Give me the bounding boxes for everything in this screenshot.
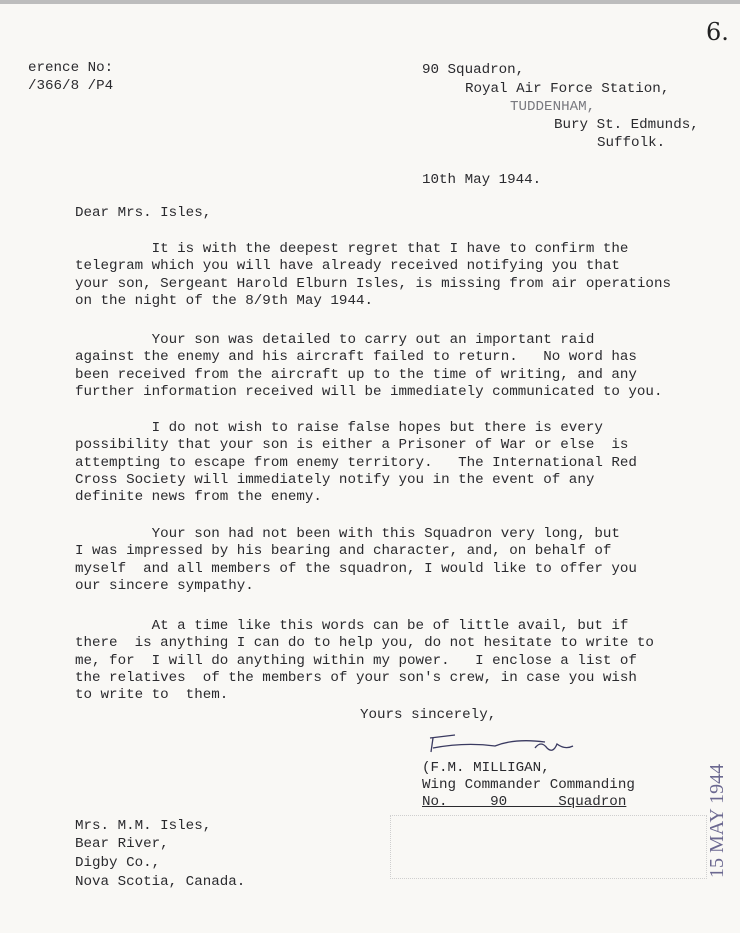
recipient-address-line: Digby Co., [75,855,161,871]
sender-address-line: TUDDENHAM, [510,99,596,115]
faint-stamp-box [390,815,707,879]
paragraph-3: I do not wish to raise false hopes but there is every possibility that your son is either a Prisoner of War or else is attempting to escape from enemy territory. The International Red Cross Society will immediately notify you in the event of any definite news from the enemy. [75,420,637,506]
recipient-address-line: Nova Scotia, Canada. [75,874,246,890]
sender-address-line: Suffolk. [597,135,666,151]
reference-label: erence No: [28,60,114,76]
recipient-address-line: Bear River, [75,836,169,852]
reference-value: /366/8 /P4 [28,78,114,94]
page-number: 6. [706,18,729,46]
closing: Yours sincerely, [360,707,497,723]
signatory-name: (F.M. MILLIGAN, [422,760,550,776]
letter-date: 10th May 1944. [422,172,542,188]
signatory-unit: No. 90 Squadron [422,794,627,810]
paragraph-4: Your son had not been with this Squadron very long, but I was impressed by his bearing and character, and, on behalf of myself and all members of the squadron, I would like to offer you our sincere sympathy. [75,526,637,594]
paragraph-5: At a time like this words can be of little avail, but if there is anything I can do to help you, do not hesitate to write to me, for I will do anything within my power. I enclose a list of the relatives of the members of your son's crew, in case you wish to write to them. [75,618,654,704]
paragraph-2: Your son was detailed to carry out an important raid against the enemy and his aircraft failed to return. No word has been received from the aircraft up to the time of writing, and any further information received will be immediately communicated to you. [75,332,663,400]
sender-address-line: Bury St. Edmunds, [554,117,699,133]
recipient-address-line: Mrs. M.M. Isles, [75,818,212,834]
signatory-title: Wing Commander Commanding [422,777,635,793]
sender-address-line: 90 Squadron, [422,62,525,78]
salutation: Dear Mrs. Isles, [75,205,212,221]
received-date-stamp: 15 MAY 1944 [706,763,728,878]
handwritten-signature [425,730,585,760]
paragraph-1: It is with the deepest regret that I have to confirm the telegram which you will have already received notifying you that your son, Sergeant Harold Elburn Isles, is missing from air operations on the night of the 8/9th May 1944. [75,241,671,309]
sender-address-line: Royal Air Force Station, [465,81,670,97]
